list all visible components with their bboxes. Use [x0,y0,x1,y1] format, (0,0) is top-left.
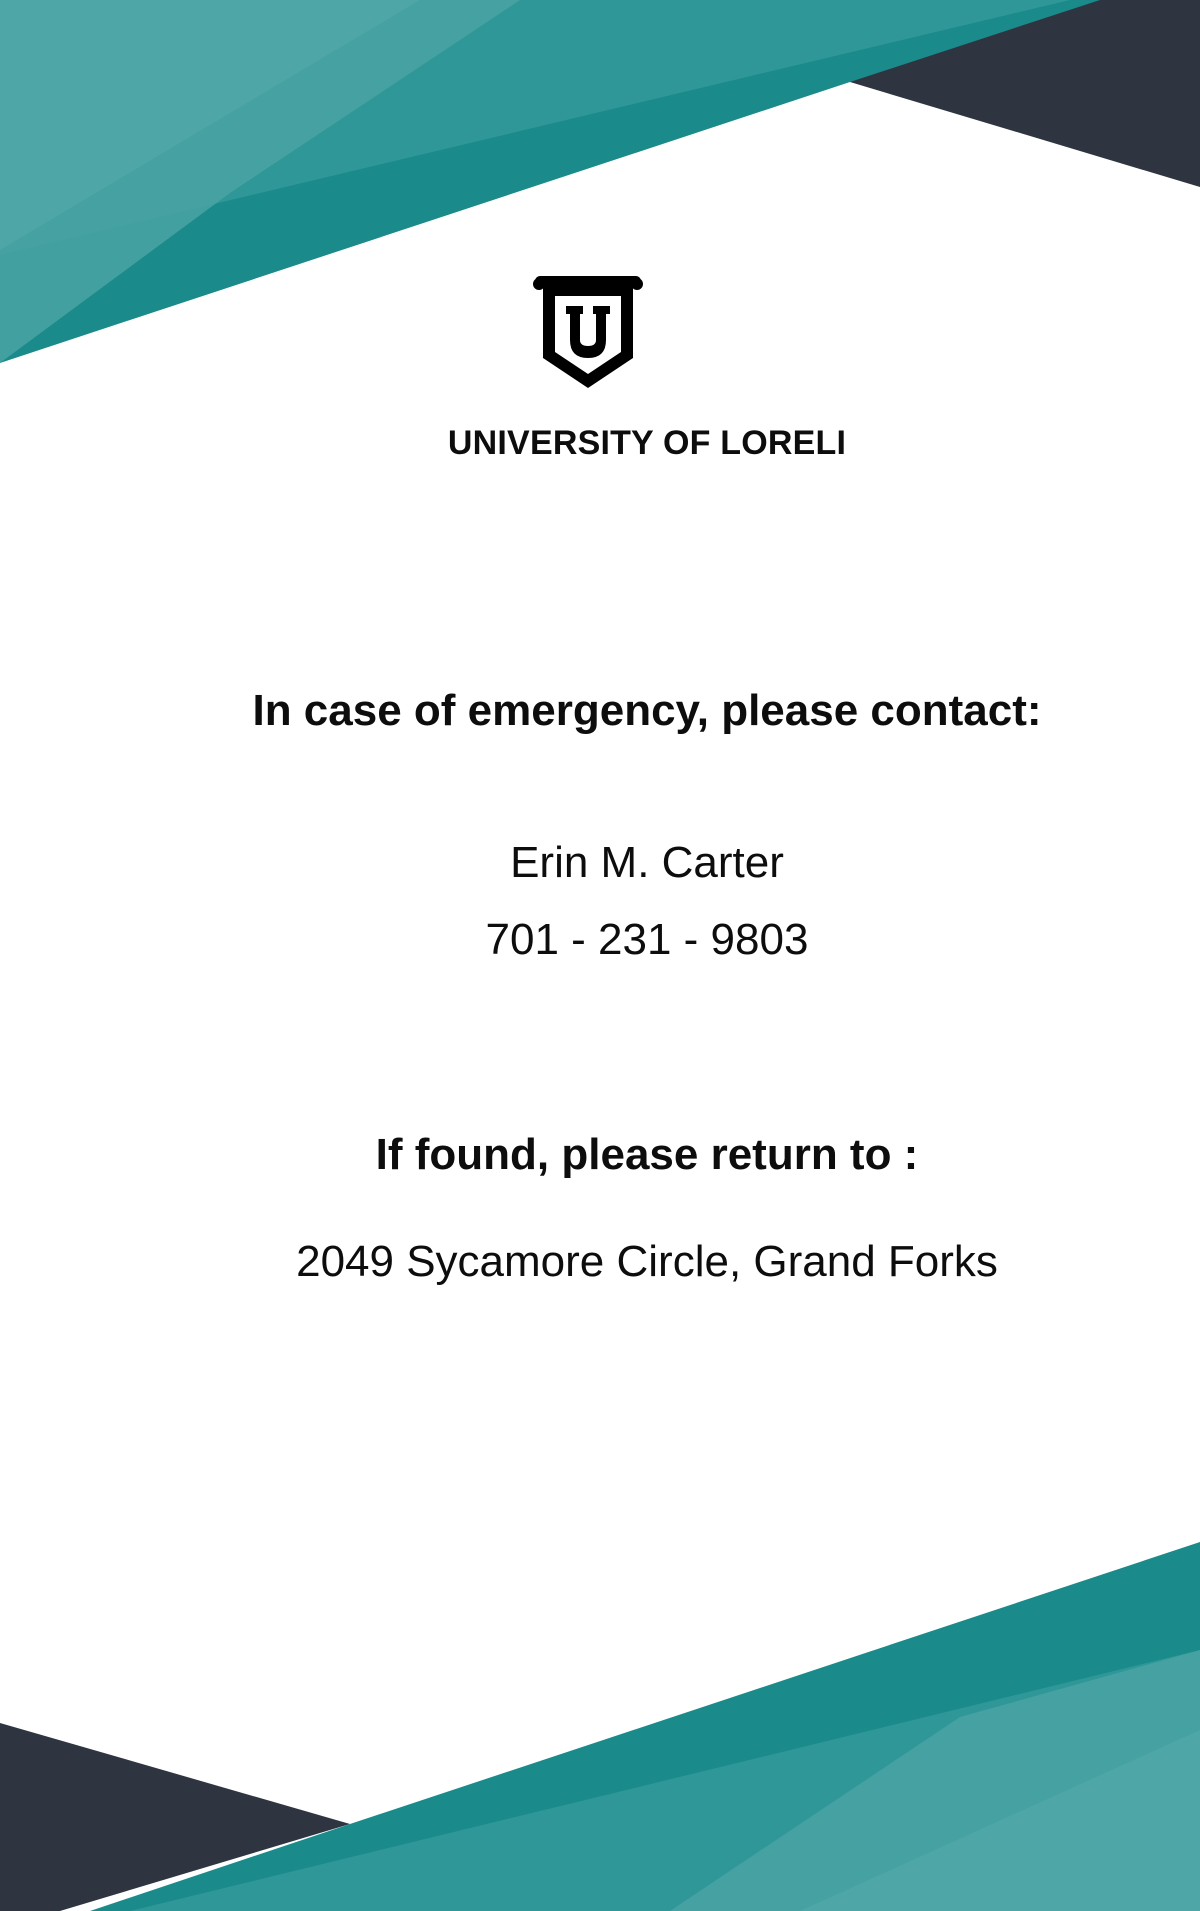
emergency-contact-phone: 701 - 231 - 9803 [485,915,809,964]
bottom-decorative-band [0,1530,1200,1911]
return-address: 2049 Sycamore Circle, Grand Forks [296,1237,998,1286]
return-heading: If found, please return to : [375,1130,919,1179]
shield-banner-u-logo-icon [533,274,643,392]
university-name: UNIVERSITY OF LORELI [447,424,847,462]
university-logo [533,274,643,392]
emergency-heading: In case of emergency, please contact: [252,686,1042,735]
emergency-contact-name: Erin M. Carter [510,838,784,887]
